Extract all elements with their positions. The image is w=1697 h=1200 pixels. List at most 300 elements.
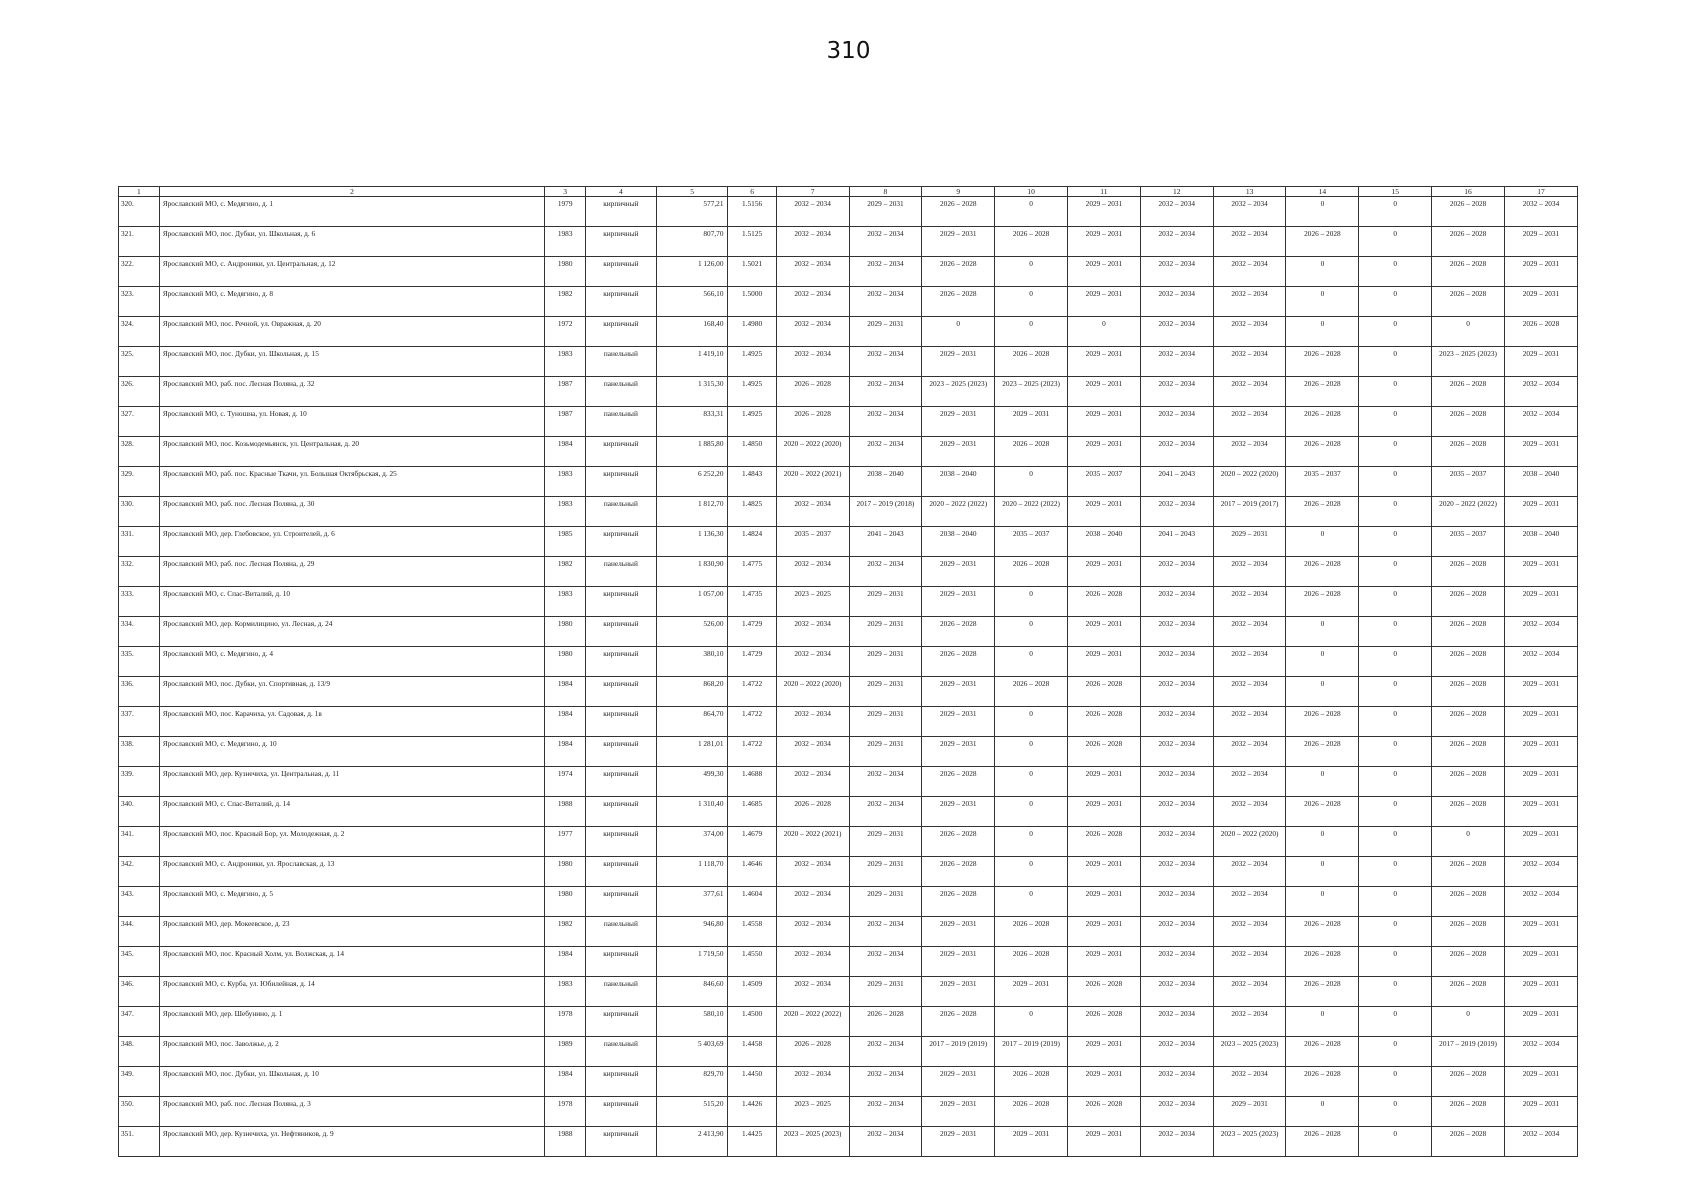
term-col-8-cell: 2038 – 2040	[849, 467, 922, 497]
term-col-7-cell: 2032 – 2034	[776, 557, 849, 587]
address-cell: Ярославский МО, с. Медягино, д. 1	[159, 197, 545, 227]
term-col-14-cell: 2026 – 2028	[1286, 557, 1359, 587]
address-cell: Ярославский МО, с. Медягино, д. 5	[159, 887, 545, 917]
row-number-cell: 350.	[119, 1097, 160, 1127]
term-col-11-cell: 2029 – 2031	[1068, 647, 1141, 677]
term-col-11-cell: 2029 – 2031	[1068, 617, 1141, 647]
priority-index-cell: 1.4722	[728, 737, 776, 767]
term-col-15-cell: 0	[1359, 377, 1432, 407]
term-col-7-cell: 2032 – 2034	[776, 737, 849, 767]
year-built-cell: 1980	[545, 257, 586, 287]
wall-material-cell: панельный	[586, 407, 657, 437]
column-number: 13	[1213, 187, 1286, 197]
row-number-cell: 346.	[119, 977, 160, 1007]
term-col-8-cell: 2029 – 2031	[849, 737, 922, 767]
address-cell: Ярославский МО, с. Андроники, ул. Центральная, д. 12	[159, 257, 545, 287]
term-col-11-cell: 2029 – 2031	[1068, 887, 1141, 917]
term-col-11-cell: 2029 – 2031	[1068, 1067, 1141, 1097]
term-col-13-cell: 2032 – 2034	[1213, 947, 1286, 977]
address-cell: Ярославский МО, пос. Карачиха, ул. Садовая, д. 1в	[159, 707, 545, 737]
address-cell: Ярославский МО, раб. пос. Лесная Поляна, д. 30	[159, 497, 545, 527]
total-area-cell: 1 310,40	[656, 797, 728, 827]
address-cell: Ярославский МО, пос. Речной, ул. Овражная, д. 20	[159, 317, 545, 347]
row-number-cell: 336.	[119, 677, 160, 707]
priority-index-cell: 1.5021	[728, 257, 776, 287]
term-col-14-cell: 0	[1286, 287, 1359, 317]
term-col-15-cell: 0	[1359, 527, 1432, 557]
row-number-cell: 333.	[119, 587, 160, 617]
address-cell: Ярославский МО, с. Курба, ул. Юбилейная, д. 14	[159, 977, 545, 1007]
term-col-13-cell: 2032 – 2034	[1213, 977, 1286, 1007]
term-col-16-cell: 0	[1432, 1007, 1505, 1037]
term-col-16-cell: 2026 – 2028	[1432, 257, 1505, 287]
term-col-12-cell: 2041 – 2043	[1140, 467, 1213, 497]
term-col-14-cell: 2026 – 2028	[1286, 437, 1359, 467]
column-number: 3	[545, 187, 586, 197]
term-col-9-cell: 2026 – 2028	[922, 857, 995, 887]
row-number-cell: 349.	[119, 1067, 160, 1097]
priority-index-cell: 1.4550	[728, 947, 776, 977]
priority-index-cell: 1.4679	[728, 827, 776, 857]
term-col-9-cell: 2026 – 2028	[922, 617, 995, 647]
wall-material-cell: кирпичный	[586, 857, 657, 887]
priority-index-cell: 1.4722	[728, 677, 776, 707]
term-col-15-cell: 0	[1359, 287, 1432, 317]
term-col-11-cell: 2029 – 2031	[1068, 917, 1141, 947]
wall-material-cell: панельный	[586, 557, 657, 587]
term-col-11-cell: 2026 – 2028	[1068, 827, 1141, 857]
term-col-16-cell: 2026 – 2028	[1432, 617, 1505, 647]
term-col-16-cell: 2026 – 2028	[1432, 407, 1505, 437]
term-col-15-cell: 0	[1359, 197, 1432, 227]
wall-material-cell: кирпичный	[586, 1067, 657, 1097]
term-col-13-cell: 2029 – 2031	[1213, 1097, 1286, 1127]
term-col-10-cell: 0	[995, 767, 1068, 797]
term-col-10-cell: 2026 – 2028	[995, 227, 1068, 257]
term-col-8-cell: 2026 – 2028	[849, 1007, 922, 1037]
total-area-cell: 1 118,70	[656, 857, 728, 887]
priority-index-cell: 1.5125	[728, 227, 776, 257]
term-col-13-cell: 2029 – 2031	[1213, 527, 1286, 557]
term-col-12-cell: 2032 – 2034	[1140, 707, 1213, 737]
term-col-9-cell: 2029 – 2031	[922, 587, 995, 617]
table-row	[119, 767, 1578, 797]
term-col-17-cell: 2029 – 2031	[1504, 797, 1577, 827]
term-col-10-cell: 0	[995, 1007, 1068, 1037]
year-built-cell: 1984	[545, 737, 586, 767]
term-col-16-cell: 2026 – 2028	[1432, 227, 1505, 257]
term-col-15-cell: 0	[1359, 767, 1432, 797]
total-area-cell: 1 057,00	[656, 587, 728, 617]
term-col-17-cell: 2029 – 2031	[1504, 827, 1577, 857]
table-row	[119, 857, 1578, 887]
term-col-8-cell: 2041 – 2043	[849, 527, 922, 557]
term-col-7-cell: 2032 – 2034	[776, 977, 849, 1007]
term-col-9-cell: 2029 – 2031	[922, 707, 995, 737]
term-col-13-cell: 2032 – 2034	[1213, 227, 1286, 257]
term-col-8-cell: 2032 – 2034	[849, 407, 922, 437]
year-built-cell: 1980	[545, 857, 586, 887]
term-col-17-cell: 2032 – 2034	[1504, 197, 1577, 227]
term-col-12-cell: 2032 – 2034	[1140, 1067, 1213, 1097]
term-col-13-cell: 2032 – 2034	[1213, 707, 1286, 737]
term-col-11-cell: 2035 – 2037	[1068, 467, 1141, 497]
term-col-14-cell: 0	[1286, 827, 1359, 857]
address-cell: Ярославский МО, пос. Заволжье, д. 2	[159, 1037, 545, 1067]
wall-material-cell: кирпичный	[586, 527, 657, 557]
year-built-cell: 1980	[545, 887, 586, 917]
column-number: 8	[849, 187, 922, 197]
term-col-9-cell: 0	[922, 317, 995, 347]
term-col-8-cell: 2032 – 2034	[849, 347, 922, 377]
term-col-16-cell: 2026 – 2028	[1432, 707, 1505, 737]
term-col-17-cell: 2029 – 2031	[1504, 707, 1577, 737]
column-number: 12	[1140, 187, 1213, 197]
priority-index-cell: 1.4925	[728, 407, 776, 437]
year-built-cell: 1983	[545, 587, 586, 617]
term-col-12-cell: 2032 – 2034	[1140, 767, 1213, 797]
term-col-14-cell: 0	[1286, 857, 1359, 887]
term-col-12-cell: 2032 – 2034	[1140, 437, 1213, 467]
term-col-12-cell: 2032 – 2034	[1140, 917, 1213, 947]
wall-material-cell: кирпичный	[586, 1127, 657, 1157]
total-area-cell: 1 812,70	[656, 497, 728, 527]
term-col-13-cell: 2032 – 2034	[1213, 317, 1286, 347]
term-col-10-cell: 2029 – 2031	[995, 1127, 1068, 1157]
row-number-cell: 335.	[119, 647, 160, 677]
page-number: 310	[826, 38, 871, 64]
address-cell: Ярославский МО, с. Медягино, д. 8	[159, 287, 545, 317]
priority-index-cell: 1.4775	[728, 557, 776, 587]
priority-index-cell: 1.4729	[728, 647, 776, 677]
total-area-cell: 846,60	[656, 977, 728, 1007]
priority-index-cell: 1.4500	[728, 1007, 776, 1037]
term-col-9-cell: 2026 – 2028	[922, 287, 995, 317]
term-col-13-cell: 2032 – 2034	[1213, 1007, 1286, 1037]
term-col-12-cell: 2032 – 2034	[1140, 797, 1213, 827]
row-number-cell: 341.	[119, 827, 160, 857]
total-area-cell: 807,70	[656, 227, 728, 257]
term-col-16-cell: 2026 – 2028	[1432, 737, 1505, 767]
term-col-14-cell: 0	[1286, 647, 1359, 677]
term-col-7-cell: 2032 – 2034	[776, 497, 849, 527]
term-col-16-cell: 2026 – 2028	[1432, 1097, 1505, 1127]
wall-material-cell: кирпичный	[586, 197, 657, 227]
term-col-8-cell: 2032 – 2034	[849, 557, 922, 587]
year-built-cell: 1982	[545, 287, 586, 317]
term-col-12-cell: 2032 – 2034	[1140, 827, 1213, 857]
term-col-10-cell: 2023 – 2025 (2023)	[995, 377, 1068, 407]
year-built-cell: 1983	[545, 497, 586, 527]
term-col-17-cell: 2029 – 2031	[1504, 347, 1577, 377]
term-col-13-cell: 2032 – 2034	[1213, 917, 1286, 947]
term-col-15-cell: 0	[1359, 557, 1432, 587]
total-area-cell: 1 315,30	[656, 377, 728, 407]
table-row	[119, 737, 1578, 767]
wall-material-cell: кирпичный	[586, 947, 657, 977]
column-number: 11	[1068, 187, 1141, 197]
term-col-15-cell: 0	[1359, 677, 1432, 707]
address-cell: Ярославский МО, раб. пос. Лесная Поляна, д. 32	[159, 377, 545, 407]
term-col-7-cell: 2023 – 2025	[776, 587, 849, 617]
term-col-12-cell: 2032 – 2034	[1140, 617, 1213, 647]
year-built-cell: 1980	[545, 617, 586, 647]
term-col-17-cell: 2029 – 2031	[1504, 227, 1577, 257]
priority-index-cell: 1.5156	[728, 197, 776, 227]
term-col-17-cell: 2032 – 2034	[1504, 1127, 1577, 1157]
row-number-cell: 343.	[119, 887, 160, 917]
term-col-7-cell: 2020 – 2022 (2020)	[776, 437, 849, 467]
term-col-7-cell: 2032 – 2034	[776, 857, 849, 887]
table-row	[119, 647, 1578, 677]
table-row	[119, 227, 1578, 257]
term-col-11-cell: 2026 – 2028	[1068, 587, 1141, 617]
year-built-cell: 1985	[545, 527, 586, 557]
term-col-16-cell: 2026 – 2028	[1432, 797, 1505, 827]
term-col-11-cell: 2029 – 2031	[1068, 767, 1141, 797]
term-col-7-cell: 2032 – 2034	[776, 347, 849, 377]
wall-material-cell: кирпичный	[586, 647, 657, 677]
term-col-7-cell: 2032 – 2034	[776, 197, 849, 227]
term-col-13-cell: 2032 – 2034	[1213, 1067, 1286, 1097]
term-col-10-cell: 2026 – 2028	[995, 557, 1068, 587]
term-col-7-cell: 2032 – 2034	[776, 947, 849, 977]
year-built-cell: 1983	[545, 467, 586, 497]
term-col-17-cell: 2038 – 2040	[1504, 467, 1577, 497]
term-col-8-cell: 2029 – 2031	[849, 827, 922, 857]
table-row	[119, 437, 1578, 467]
priority-index-cell: 1.4925	[728, 347, 776, 377]
column-number: 14	[1286, 187, 1359, 197]
term-col-17-cell: 2032 – 2034	[1504, 647, 1577, 677]
table-row	[119, 467, 1578, 497]
wall-material-cell: кирпичный	[586, 1007, 657, 1037]
term-col-9-cell: 2029 – 2031	[922, 917, 995, 947]
term-col-9-cell: 2029 – 2031	[922, 977, 995, 1007]
term-col-16-cell: 2026 – 2028	[1432, 887, 1505, 917]
term-col-16-cell: 0	[1432, 827, 1505, 857]
year-built-cell: 1978	[545, 1007, 586, 1037]
wall-material-cell: кирпичный	[586, 1097, 657, 1127]
priority-index-cell: 1.4825	[728, 497, 776, 527]
address-cell: Ярославский МО, раб. пос. Лесная Поляна, д. 29	[159, 557, 545, 587]
term-col-12-cell: 2032 – 2034	[1140, 287, 1213, 317]
term-col-13-cell: 2017 – 2019 (2017)	[1213, 497, 1286, 527]
wall-material-cell: кирпичный	[586, 827, 657, 857]
term-col-17-cell: 2032 – 2034	[1504, 857, 1577, 887]
address-cell: Ярославский МО, пос. Дубки, ул. Школьная, д. 10	[159, 1067, 545, 1097]
address-cell: Ярославский МО, с. Туношна, ул. Новая, д. 10	[159, 407, 545, 437]
term-col-8-cell: 2032 – 2034	[849, 1067, 922, 1097]
term-col-16-cell: 2017 – 2019 (2019)	[1432, 1037, 1505, 1067]
total-area-cell: 829,70	[656, 1067, 728, 1097]
term-col-11-cell: 2029 – 2031	[1068, 377, 1141, 407]
term-col-10-cell: 2017 – 2019 (2019)	[995, 1037, 1068, 1067]
row-number-cell: 326.	[119, 377, 160, 407]
term-col-7-cell: 2032 – 2034	[776, 317, 849, 347]
term-col-12-cell: 2032 – 2034	[1140, 317, 1213, 347]
term-col-14-cell: 2026 – 2028	[1286, 497, 1359, 527]
table-row	[119, 707, 1578, 737]
term-col-10-cell: 0	[995, 257, 1068, 287]
term-col-15-cell: 0	[1359, 1007, 1432, 1037]
column-number-row	[119, 187, 1578, 197]
term-col-14-cell: 2035 – 2037	[1286, 467, 1359, 497]
term-col-8-cell: 2032 – 2034	[849, 287, 922, 317]
wall-material-cell: кирпичный	[586, 767, 657, 797]
row-number-cell: 321.	[119, 227, 160, 257]
term-col-11-cell: 2029 – 2031	[1068, 1127, 1141, 1157]
term-col-7-cell: 2032 – 2034	[776, 917, 849, 947]
wall-material-cell: панельный	[586, 347, 657, 377]
total-area-cell: 380,10	[656, 647, 728, 677]
term-col-8-cell: 2032 – 2034	[849, 947, 922, 977]
term-col-11-cell: 2026 – 2028	[1068, 737, 1141, 767]
term-col-13-cell: 2032 – 2034	[1213, 887, 1286, 917]
term-col-17-cell: 2029 – 2031	[1504, 917, 1577, 947]
term-col-8-cell: 2029 – 2031	[849, 887, 922, 917]
term-col-8-cell: 2029 – 2031	[849, 857, 922, 887]
table-row	[119, 377, 1578, 407]
wall-material-cell: панельный	[586, 377, 657, 407]
term-col-12-cell: 2032 – 2034	[1140, 347, 1213, 377]
term-col-12-cell: 2032 – 2034	[1140, 647, 1213, 677]
row-number-cell: 345.	[119, 947, 160, 977]
term-col-14-cell: 0	[1286, 1007, 1359, 1037]
total-area-cell: 168,40	[656, 317, 728, 347]
term-col-10-cell: 0	[995, 617, 1068, 647]
term-col-15-cell: 0	[1359, 407, 1432, 437]
term-col-8-cell: 2029 – 2031	[849, 317, 922, 347]
row-number-cell: 338.	[119, 737, 160, 767]
term-col-7-cell: 2026 – 2028	[776, 1037, 849, 1067]
term-col-8-cell: 2032 – 2034	[849, 437, 922, 467]
address-cell: Ярославский МО, с. Медягино, д. 4	[159, 647, 545, 677]
term-col-10-cell: 2029 – 2031	[995, 407, 1068, 437]
term-col-9-cell: 2023 – 2025 (2023)	[922, 377, 995, 407]
term-col-11-cell: 2029 – 2031	[1068, 557, 1141, 587]
term-col-9-cell: 2029 – 2031	[922, 947, 995, 977]
table-row	[119, 497, 1578, 527]
term-col-10-cell: 0	[995, 887, 1068, 917]
total-area-cell: 868,20	[656, 677, 728, 707]
term-col-10-cell: 0	[995, 737, 1068, 767]
term-col-7-cell: 2032 – 2034	[776, 1067, 849, 1097]
table-row	[119, 827, 1578, 857]
term-col-17-cell: 2032 – 2034	[1504, 407, 1577, 437]
row-number-cell: 331.	[119, 527, 160, 557]
total-area-cell: 864,70	[656, 707, 728, 737]
term-col-15-cell: 0	[1359, 827, 1432, 857]
year-built-cell: 1984	[545, 677, 586, 707]
term-col-8-cell: 2032 – 2034	[849, 767, 922, 797]
priority-index-cell: 1.4558	[728, 917, 776, 947]
wall-material-cell: кирпичный	[586, 707, 657, 737]
term-col-10-cell: 2026 – 2028	[995, 1097, 1068, 1127]
term-col-12-cell: 2032 – 2034	[1140, 257, 1213, 287]
priority-index-cell: 1.4685	[728, 797, 776, 827]
row-number-cell: 340.	[119, 797, 160, 827]
wall-material-cell: кирпичный	[586, 617, 657, 647]
year-built-cell: 1983	[545, 347, 586, 377]
term-col-15-cell: 0	[1359, 917, 1432, 947]
column-number: 1	[119, 187, 160, 197]
address-cell: Ярославский МО, с. Спас-Виталий, д. 10	[159, 587, 545, 617]
term-col-12-cell: 2032 – 2034	[1140, 497, 1213, 527]
term-col-16-cell: 0	[1432, 317, 1505, 347]
term-col-12-cell: 2032 – 2034	[1140, 1127, 1213, 1157]
term-col-8-cell: 2032 – 2034	[849, 797, 922, 827]
term-col-14-cell: 2026 – 2028	[1286, 737, 1359, 767]
term-col-10-cell: 0	[995, 287, 1068, 317]
term-col-17-cell: 2029 – 2031	[1504, 497, 1577, 527]
term-col-12-cell: 2032 – 2034	[1140, 587, 1213, 617]
term-col-7-cell: 2020 – 2022 (2021)	[776, 467, 849, 497]
term-col-16-cell: 2026 – 2028	[1432, 287, 1505, 317]
term-col-12-cell: 2032 – 2034	[1140, 377, 1213, 407]
term-col-12-cell: 2032 – 2034	[1140, 1037, 1213, 1067]
table-body	[119, 197, 1578, 1157]
term-col-15-cell: 0	[1359, 707, 1432, 737]
term-col-9-cell: 2026 – 2028	[922, 647, 995, 677]
term-col-16-cell: 2026 – 2028	[1432, 587, 1505, 617]
row-number-cell: 334.	[119, 617, 160, 647]
term-col-13-cell: 2020 – 2022 (2020)	[1213, 827, 1286, 857]
term-col-13-cell: 2032 – 2034	[1213, 407, 1286, 437]
year-built-cell: 1987	[545, 377, 586, 407]
term-col-11-cell: 2026 – 2028	[1068, 1007, 1141, 1037]
term-col-11-cell: 2029 – 2031	[1068, 257, 1141, 287]
row-number-cell: 320.	[119, 197, 160, 227]
table-row	[119, 1127, 1578, 1157]
wall-material-cell: кирпичный	[586, 887, 657, 917]
address-cell: Ярославский МО, дер. Мокеевское, д. 23	[159, 917, 545, 947]
address-cell: Ярославский МО, раб. пос. Лесная Поляна, д. 3	[159, 1097, 545, 1127]
address-cell: Ярославский МО, раб. пос. Красные Ткачи, ул. Большая Октябрьская, д. 25	[159, 467, 545, 497]
term-col-7-cell: 2032 – 2034	[776, 887, 849, 917]
term-col-7-cell: 2020 – 2022 (2020)	[776, 677, 849, 707]
table-row	[119, 1067, 1578, 1097]
term-col-7-cell: 2023 – 2025 (2023)	[776, 1127, 849, 1157]
row-number-cell: 325.	[119, 347, 160, 377]
address-cell: Ярославский МО, с. Андроники, ул. Ярославская, д. 13	[159, 857, 545, 887]
wall-material-cell: панельный	[586, 977, 657, 1007]
row-number-cell: 342.	[119, 857, 160, 887]
year-built-cell: 1984	[545, 947, 586, 977]
term-col-15-cell: 0	[1359, 857, 1432, 887]
column-number: 5	[656, 187, 728, 197]
term-col-9-cell: 2026 – 2028	[922, 827, 995, 857]
term-col-12-cell: 2032 – 2034	[1140, 197, 1213, 227]
term-col-17-cell: 2029 – 2031	[1504, 287, 1577, 317]
total-area-cell: 833,31	[656, 407, 728, 437]
term-col-17-cell: 2029 – 2031	[1504, 977, 1577, 1007]
year-built-cell: 1983	[545, 227, 586, 257]
row-number-cell: 322.	[119, 257, 160, 287]
total-area-cell: 499,30	[656, 767, 728, 797]
term-col-12-cell: 2032 – 2034	[1140, 947, 1213, 977]
wall-material-cell: кирпичный	[586, 587, 657, 617]
row-number-cell: 347.	[119, 1007, 160, 1037]
address-cell: Ярославский МО, с. Спас-Виталий, д. 14	[159, 797, 545, 827]
term-col-15-cell: 0	[1359, 887, 1432, 917]
term-col-13-cell: 2032 – 2034	[1213, 257, 1286, 287]
total-area-cell: 1 419,10	[656, 347, 728, 377]
term-col-17-cell: 2029 – 2031	[1504, 767, 1577, 797]
term-col-12-cell: 2032 – 2034	[1140, 887, 1213, 917]
term-col-16-cell: 2026 – 2028	[1432, 947, 1505, 977]
term-col-13-cell: 2032 – 2034	[1213, 737, 1286, 767]
